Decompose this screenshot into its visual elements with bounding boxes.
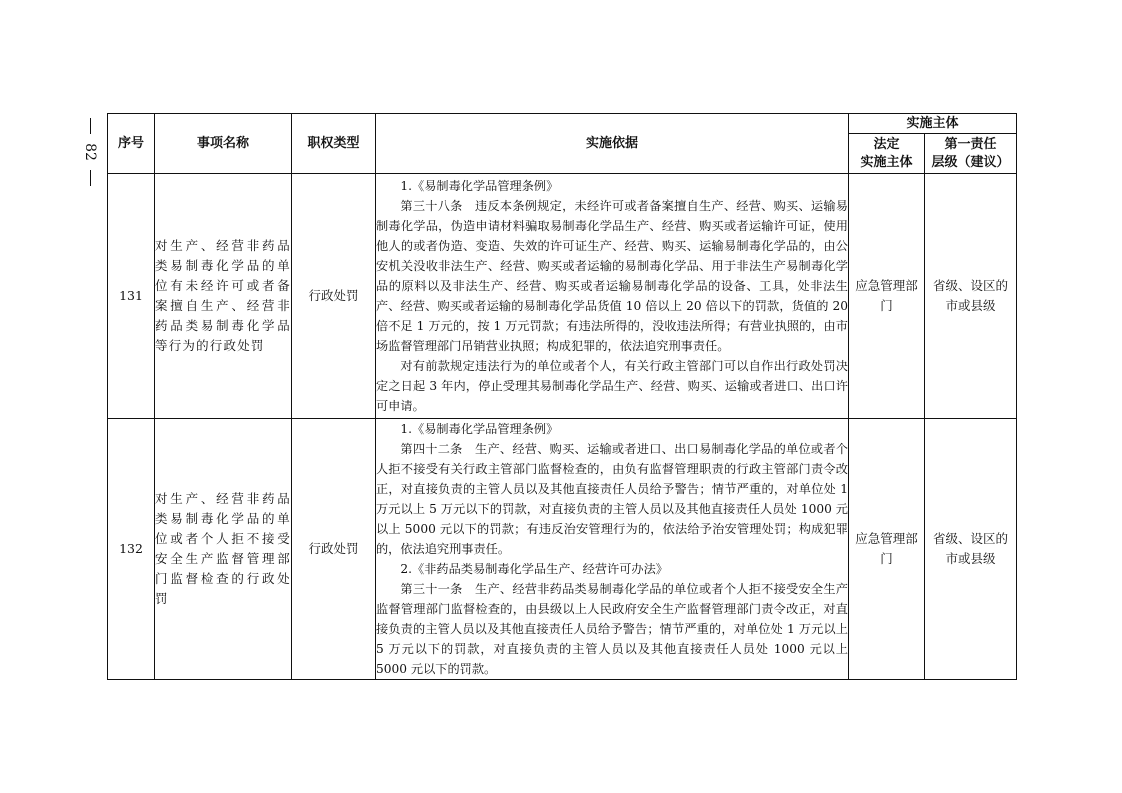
basis-paragraph: 2.《非药品类易制毒化学品生产、经营许可办法》 [400, 562, 668, 576]
header-basis: 实施依据 [376, 114, 849, 174]
basis-paragraph: 对有前款规定违法行为的单位或者个人，有关行政主管部门可以自作出行政处罚决定之日起 3 年内，停止受理其易制毒化学品生产、经营、购买、运输或者进口、出口许可申请。 [376, 359, 848, 413]
header-first-responsible: 第一责任 层级（建议） [925, 134, 1017, 174]
header-legal-subject: 法定 实施主体 [849, 134, 925, 174]
row-power-type: 行政处罚 [292, 419, 376, 680]
row-legal-subject: 应急管理部门 [849, 174, 925, 419]
row-power-type: 行政处罚 [292, 174, 376, 419]
row-item-name: 对生产、经营非药品类易制毒化学品的单位有未经许可或者备案擅自生产、经营非药品类易制毒化学品等行为的行政处罚 [155, 174, 292, 419]
row-first-responsible: 省级、设区的市或县级 [925, 174, 1017, 419]
basis-paragraph: 1.《易制毒化学品管理条例》 [400, 179, 559, 193]
page-number [78, 118, 102, 186]
enforcement-table [107, 113, 1017, 680]
row-legal-subject: 应急管理部门 [849, 419, 925, 680]
header-subject: 实施主体 [849, 114, 1017, 134]
row-first-responsible: 省级、设区的市或县级 [925, 419, 1017, 680]
table-row [108, 419, 1017, 680]
page-number-dash-bottom [90, 170, 91, 186]
row-basis [376, 174, 849, 419]
basis-paragraph: 第四十二条 生产、经营、购买、运输或者进口、出口易制毒化学品的单位或者个人拒不接受有关行政主管部门监督检查的，由负有监督管理职责的行政主管部门责令改正，对直接负责的主管人员以及其他直接责任人员给予警告；情节严重的，对单位处 1 万元以上 5 万元以下的罚款，对直接负责的主管人员以及其他直接责任人员处 1000 元以上 5000 元以下的罚款；有违反治安管理行为的，依法给予治安管理处罚；构成犯罪的，依法追究刑事责任。 [376, 442, 848, 556]
basis-paragraph: 第三十一条 生产、经营非药品类易制毒化学品的单位或者个人拒不接受安全生产监督管理部门监督检查的，由县级以上人民政府安全生产监督管理部门责令改正，对直接负责的主管人员以及其他直接责任人员给予警告；情节严重的，对单位处 1 万元以上 5 万元以下的罚款，对直接负责的主管人员以及其他直接责任人员处 1000 元以上 5000 元以下的罚款。 [376, 582, 848, 676]
page-number-value: 82 [81, 143, 98, 161]
row-basis [376, 419, 849, 680]
page-number-dash-top [90, 118, 91, 134]
row-item-name: 对生产、经营非药品类易制毒化学品的单位或者个人拒不接受安全生产监督管理部门监督检查的行政处罚 [155, 419, 292, 680]
basis-paragraph: 1.《易制毒化学品管理条例》 [400, 422, 559, 436]
table-row [108, 174, 1017, 419]
row-index: 131 [108, 174, 155, 419]
header-power-type: 职权类型 [292, 114, 376, 174]
basis-paragraph: 第三十八条 违反本条例规定，未经许可或者备案擅自生产、经营、购买、运输易制毒化学品，伪造申请材料骗取易制毒化学品生产、经营、购买或者运输许可证，使用他人的或者伪造、变造、失效的许可证生产、经营、购买、运输易制毒化学品的，由公安机关没收非法生产、经营、购买或者运输的易制毒化学品、用于非法生产易制毒化学品的原料以及非法生产、经营、购买或者运输易制毒化学品的设备、工具，处非法生产、经营、购买或者运输的易制毒化学品货值 10 倍以上 20 倍以下的罚款，货值的 20 倍不足 1 万元的，按 1 万元罚款；有违法所得的，没收违法所得；有营业执照的，由市场监督管理部门吊销营业执照；构成犯罪的，依法追究刑事责任。 [376, 199, 848, 353]
header-item-name: 事项名称 [155, 114, 292, 174]
header-index: 序号 [108, 114, 155, 174]
row-index: 132 [108, 419, 155, 680]
